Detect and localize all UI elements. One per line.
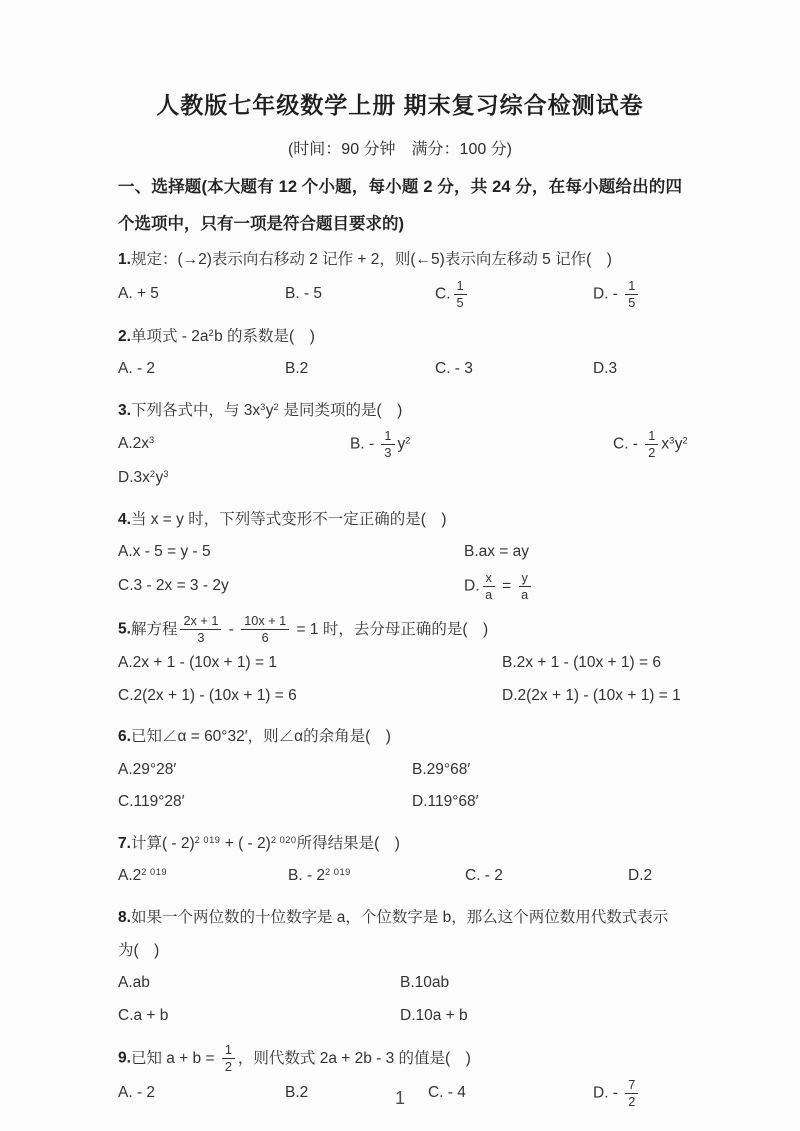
question-3 [118, 395, 689, 495]
options-row [118, 569, 682, 604]
question-5 [118, 612, 682, 712]
superscript: 2 [208, 327, 215, 338]
fraction: $\frac{7}{2}$ [625, 1077, 638, 1110]
superscript: 2 [273, 401, 280, 412]
option-b: B.2 [285, 1084, 309, 1102]
question-number: 7. [118, 834, 131, 852]
question-stem [118, 395, 682, 428]
question-text: 如果一个两位数的十位数字是 a，个位数字是 b，那么这个两位数用代数式表示为( ) [118, 909, 669, 959]
superscript: 2 019 [141, 867, 168, 878]
options-row [118, 967, 682, 1000]
option-d: D.10a + b [400, 1006, 468, 1024]
option-c: C. - $\frac{1}{2}$ $x^3y^2$ [613, 428, 689, 461]
fraction: $\frac{y}{a}$ [519, 570, 531, 603]
question-stem [118, 321, 682, 354]
question-2 [118, 321, 682, 386]
question-stem [118, 244, 682, 277]
option-d: D.2 [628, 867, 653, 885]
question-8 [118, 902, 682, 1032]
option-b: B. - $2^{2 019}$ [288, 867, 351, 885]
option-c: C.a + b [118, 1006, 169, 1024]
question-text: 解方程 $\frac{2x + 1}{3}$ - $\frac{10x + 1}{6}$ = 1 时，去分母正确的是( ) [130, 613, 489, 646]
options-row [118, 427, 689, 462]
options-row [118, 754, 682, 787]
page-title: 人教版七年级数学上册 期末复习综合检测试卷 [156, 92, 644, 118]
option-a: $A.2^{2 019}$ [118, 867, 168, 885]
option-d: D. - $\frac{1}{5}$ [593, 277, 682, 312]
option-c: C. - 4 [428, 1084, 466, 1102]
option-b: B.2 [285, 360, 309, 378]
option-a: A. + 5 [118, 285, 159, 303]
option-a: A.29°28′ [118, 760, 177, 778]
question-stem [118, 721, 682, 754]
options-row [118, 1000, 682, 1033]
option-c: C. $\frac{1}{5}$ [435, 277, 593, 312]
question-number: 3. [118, 401, 131, 419]
superscript: 3 [149, 435, 155, 446]
option-c: C. - 3 [435, 360, 473, 378]
question-number: 5. [118, 620, 131, 638]
question-text: 单项式 - $2a^2b$ 的系数是( ) [130, 327, 315, 345]
fraction: $\frac{1}{2}$ [222, 1042, 235, 1075]
fraction: $\frac{1}{5}$ [454, 278, 467, 311]
superscript: 2 [149, 468, 156, 479]
option-b: B.2x + 1 - (10x + 1) = 6 [502, 654, 661, 672]
question-stem [118, 612, 682, 647]
options-row [118, 462, 682, 495]
option-a: A.ab [118, 974, 150, 992]
superscript: 2 019 [325, 867, 351, 878]
question-stem [118, 1041, 682, 1076]
question-number: 9. [118, 1049, 131, 1067]
option-d: D. $\frac{x}{a}$ = $\frac{y}{a}$ [464, 569, 682, 604]
section-header: 一、选择题(本大题有 12 个小题，每小题 2 分，共 24 分，在每小题给出的四个选项中，只有一项是符合题目要求的) [118, 177, 682, 234]
question-number: 6. [118, 728, 131, 746]
options-row [118, 786, 682, 819]
options-row [118, 680, 682, 713]
options-row [118, 647, 682, 680]
question-stem [118, 504, 682, 537]
question-stem [118, 902, 682, 967]
option-d: D.2(2x + 1) - (10x + 1) = 1 [502, 686, 681, 704]
superscript: 2 020 [270, 834, 297, 845]
page-number: 1 [394, 1088, 405, 1108]
option-c: C.3 - 2x = 3 - 2y [118, 576, 229, 594]
question-1 [118, 244, 682, 311]
question-stem [118, 828, 682, 861]
option-a: A. - 2 [118, 1084, 156, 1102]
question-6 [118, 721, 682, 819]
question-text: 已知 a + b = $\frac{1}{2}$ ，则代数式 2a + 2b - 3 的值是( ) [130, 1042, 471, 1075]
option-c: C.119°28′ [118, 793, 185, 811]
question-number: 4. [118, 510, 131, 528]
question-text: 已知∠α = 60°32′，则∠α的余角是( ) [130, 728, 391, 746]
fraction: $\frac{2x + 1}{3}$ [180, 613, 221, 646]
options-row [118, 353, 682, 386]
fraction: $\frac{1}{3}$ [381, 428, 394, 461]
option-c: C.2(2x + 1) - (10x + 1) = 6 [118, 686, 297, 704]
question-text: 规定：(→2)表示向右移动 2 记作 + 2，则(←5)表示向左移动 5 记作( ) [130, 251, 612, 269]
option-a: $A.2x^3$ [118, 435, 155, 453]
option-a: A.x - 5 = y - 5 [118, 543, 211, 561]
option-b: B. - 5 [285, 285, 323, 303]
superscript: 3 [163, 468, 169, 479]
option-d: $D.3x^2y^3$ [118, 468, 169, 487]
question-text: 计算( - 2)$^{2 019}$ + ( - 2)$^{2 020}$所得结果是( ) [130, 834, 400, 852]
fraction: $\frac{10x + 1}{6}$ [241, 613, 289, 646]
question-number: 1. [118, 251, 131, 269]
option-b: B.29°68′ [412, 760, 471, 778]
option-b: B.10ab [400, 974, 450, 992]
option-b: B.ax = ay [464, 543, 530, 561]
question-number: 2. [118, 327, 131, 345]
option-d: D. - $\frac{7}{2}$ [593, 1076, 682, 1111]
fraction: $\frac{x}{a}$ [483, 570, 495, 603]
superscript: 2 [682, 435, 689, 446]
question-text: 当 x = y 时，下列等式变形不一定正确的是( ) [130, 510, 447, 528]
options-row [118, 536, 682, 569]
question-7 [118, 828, 682, 893]
fraction: $\frac{1}{5}$ [625, 278, 638, 311]
superscript: 3 [260, 401, 266, 412]
option-d: D.3 [593, 360, 618, 378]
question-text: 下列各式中，与 $3x^3y^2$ 是同类项的是( ) [130, 401, 403, 419]
question-number: 8. [118, 909, 131, 927]
option-d: D.119°68′ [412, 793, 479, 811]
superscript: 2 019 [194, 834, 221, 845]
superscript: 3 [669, 435, 675, 446]
fraction: $\frac{1}{2}$ [645, 428, 658, 461]
superscript: 2 [405, 435, 411, 446]
exam-meta: (时间：90 分钟 满分：100 分) [287, 140, 513, 158]
options-row [118, 277, 682, 312]
option-c: C. - 2 [465, 867, 503, 885]
question-4 [118, 504, 682, 604]
options-row [118, 860, 682, 893]
option-a: A. - 2 [118, 360, 156, 378]
option-b: B. - $\frac{1}{3}$ $y^2$ [350, 428, 411, 461]
option-a: A.2x + 1 - (10x + 1) = 1 [118, 654, 277, 672]
